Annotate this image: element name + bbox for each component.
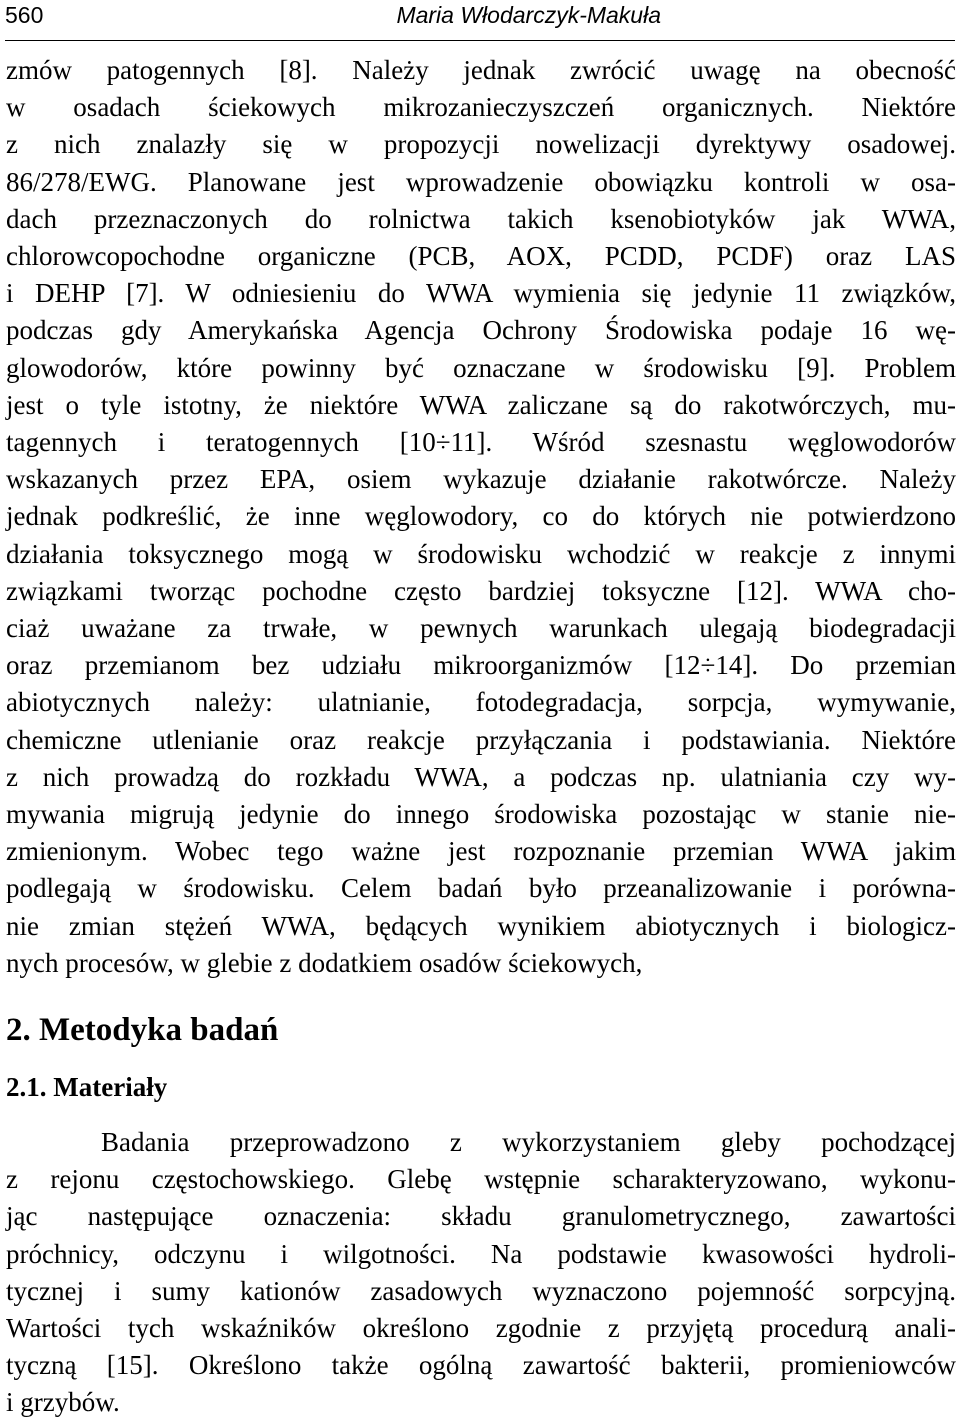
text-line: nych procesów, w glebie z dodatkiem osadów ściekowych, [6, 947, 643, 978]
text-line: oraz przemianom bez udziału mikroorganizmów [12÷14]. Do przemian [6, 650, 956, 681]
text-line: zmienionym. Wobec tego ważne jest rozpoznanie przemian WWA jakim [6, 836, 956, 867]
text-line: tyczną [15]. Określono także ogólną zawartość bakterii, promieniowców [6, 1350, 956, 1381]
text-line: z nich prowadzą do rozkładu WWA, a podczas np. ulatniania czy wy- [6, 761, 956, 792]
text-line: dach przeznaczonych do rolnictwa takich ksenobiotyków jak WWA, [6, 203, 956, 234]
text-line: Wartości tych wskaźników określono zgodnie z przyjętą procedurą anali- [6, 1313, 956, 1344]
text-line: tagennych i teratogennych [10÷11]. Wśród szesnastu węglowodorów [6, 427, 956, 458]
text-line: zmów patogennych [8]. Należy jednak zwrócić uwagę na obecność [6, 55, 956, 85]
text-line: ciaż uważane za trwałe, w pewnych warunkach ulegają biodegradacji [6, 613, 956, 644]
text-line: wskazanych przez EPA, osiem wykazuje działanie rakotwórcze. Należy [6, 464, 956, 495]
text-line: jednak podkreślić, że inne węglowodory, co do których nie potwierdzono [6, 501, 956, 532]
text-line: z nich znalazły się w propozycji nowelizacji dyrektywy osadowej. [6, 129, 956, 160]
text-line: Badania przeprowadzono z wykorzystaniem gleby pochodzącej [101, 1127, 956, 1157]
text-line: działania toksycznego mogą w środowisku wchodzić w reakcje z innymi [6, 538, 956, 569]
subsection-heading: 2.1. Materiały [6, 1072, 168, 1102]
paragraph-intro [6, 52, 956, 982]
page-number: 560 [5, 2, 44, 28]
text-line: podczas gdy Amerykańska Agencja Ochrony Środowiska podaje 16 wę- [6, 315, 956, 346]
text-line: glowodorów, które powinny być oznaczane w środowisku [9]. Problem [6, 352, 956, 383]
text-line: chemiczne utlenianie oraz reakcje przyłączania i podstawiania. Niektóre [6, 724, 956, 755]
text-line: z rejonu częstochowskiego. Glebę wstępnie scharakteryzowano, wykonu- [6, 1164, 956, 1195]
text-line: abiotycznych należy: ulatnianie, fotodegradacja, sorpcja, wymywanie, [6, 687, 956, 718]
section-heading: 2. Metodyka badań [6, 1012, 279, 1048]
paragraph-materials [6, 1124, 956, 1422]
text-line: jąc następujące oznaczenia: składu granulometrycznego, zawartości [6, 1201, 956, 1232]
running-head-author: Maria Włodarczyk-Makuła [396, 2, 661, 28]
text-line: mywania migrują jedynie do innego środowiska pozostając w stanie nie- [6, 799, 956, 830]
text-line: związkami tworząc pochodne często bardziej toksyczne [12]. WWA cho- [6, 575, 956, 606]
text-line: jest o tyle istotny, że niektóre WWA zaliczane są do rakotwórczych, mu- [6, 389, 956, 420]
text-line: próchnicy, odczynu i wilgotności. Na podstawie kwasowości hydroli- [6, 1238, 956, 1269]
text-line: i DEHP [7]. W odniesieniu do WWA wymienia się jedynie 11 związków, [6, 278, 956, 309]
page-header [5, 0, 955, 41]
text-line: chlorowcopochodne organiczne (PCB, AOX, PCDD, PCDF) oraz LAS [6, 241, 956, 272]
text-line: tycznej i sumy kationów zasadowych wyznaczono pojemność sorpcyjną. [6, 1275, 956, 1306]
text-line: i grzybów. [6, 1387, 120, 1418]
text-line: w osadach ściekowych mikrozanieczyszczeń organicznych. Niektóre [6, 92, 956, 123]
text-line: 86/278/EWG. Planowane jest wprowadzenie obowiązku kontroli w osa- [6, 166, 956, 197]
text-line: nie zmian stężeń WWA, będących wynikiem abiotycznych i biologicz- [6, 910, 956, 941]
text-line: podlegają w środowisku. Celem badań było przeanalizowanie i porówna- [6, 873, 956, 904]
